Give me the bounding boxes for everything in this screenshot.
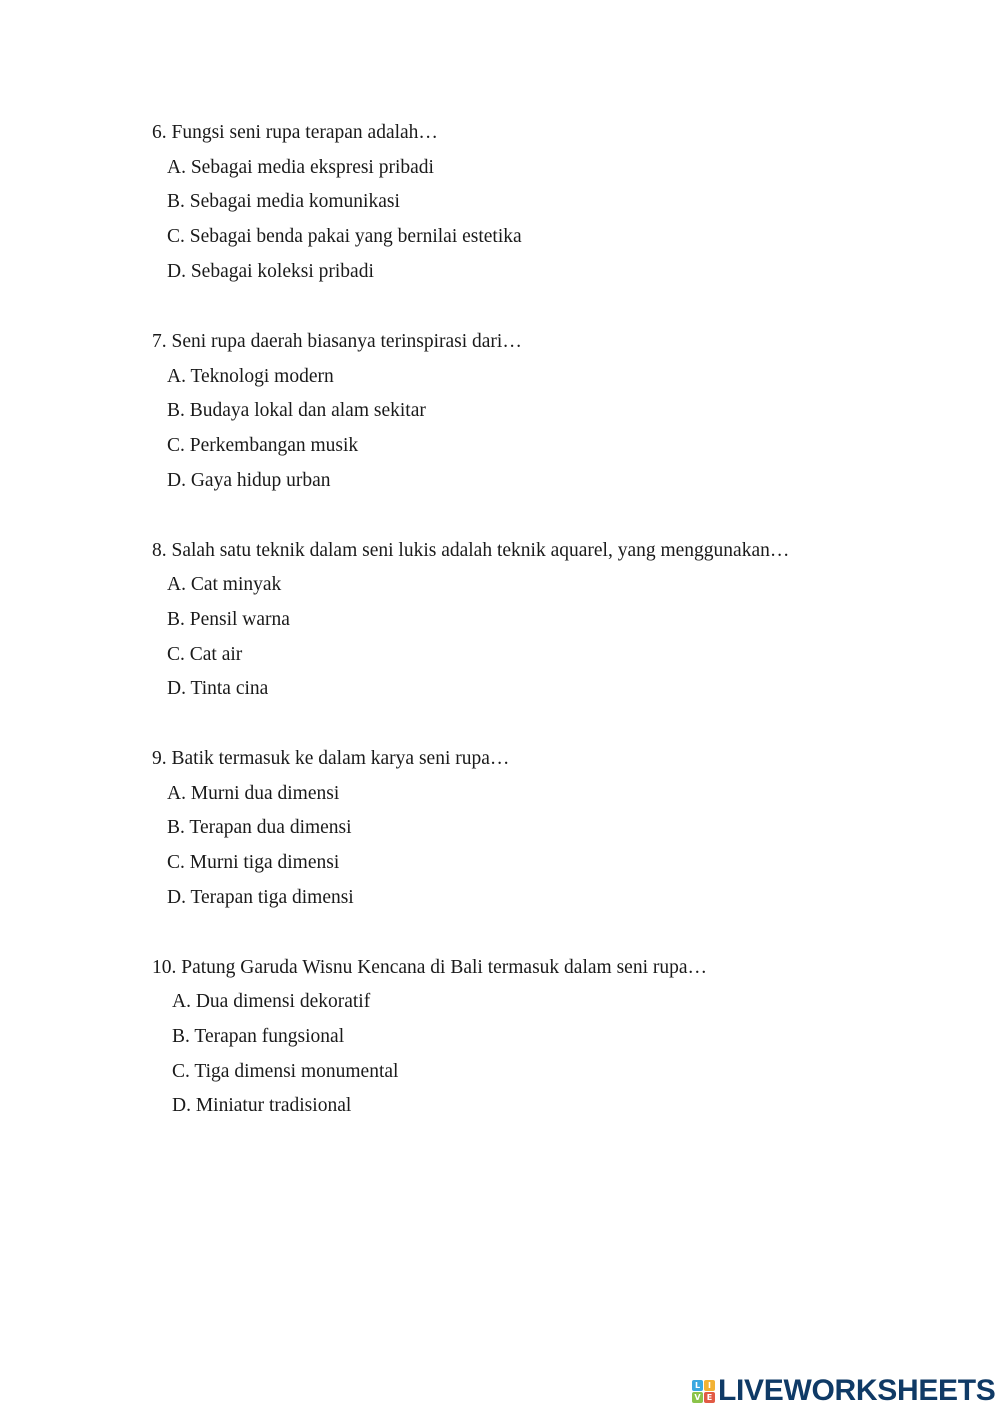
answer-option-d[interactable]: D. Miniatur tradisional [172,1095,352,1116]
answer-option-a[interactable]: A. Dua dimensi dekoratif [172,991,371,1012]
liveworksheets-mark-icon [692,1380,715,1403]
mark-tile: L [692,1380,703,1391]
answer-option-d[interactable]: D. Gaya hidup urban [167,470,331,491]
question-stem: 10. Patung Garuda Wisnu Kencana di Bali termasuk dalam seni rupa… [152,957,708,978]
answer-option-a[interactable]: A. Murni dua dimensi [167,783,340,804]
liveworksheets-logo [692,1376,996,1406]
liveworksheets-wordmark: LIVEWORKSHEETS [718,1374,996,1407]
question-stem: 9. Batik termasuk ke dalam karya seni rupa… [152,748,510,769]
answer-option-b[interactable]: B. Terapan dua dimensi [167,817,352,838]
answer-option-a[interactable]: A. Cat minyak [167,574,282,595]
answer-option-d[interactable]: D. Tinta cina [167,678,269,699]
answer-option-c[interactable]: C. Perkembangan musik [167,435,359,456]
mark-tile: E [704,1392,715,1403]
answer-option-c[interactable]: C. Tiga dimensi monumental [172,1061,399,1082]
answer-option-a[interactable]: A. Sebagai media ekspresi pribadi [167,157,434,178]
mark-tile: I [704,1380,715,1391]
answer-option-a[interactable]: A. Teknologi modern [167,366,334,387]
answer-option-c[interactable]: C. Murni tiga dimensi [167,852,340,873]
answer-option-c[interactable]: C. Cat air [167,644,243,665]
answer-option-c[interactable]: C. Sebagai benda pakai yang bernilai estetika [167,226,522,247]
answer-option-b[interactable]: B. Terapan fungsional [172,1026,345,1047]
question-stem: 8. Salah satu teknik dalam seni lukis adalah teknik aquarel, yang menggunakan… [152,540,790,561]
question-stem: 7. Seni rupa daerah biasanya terinspirasi dari… [152,331,522,352]
answer-option-b[interactable]: B. Sebagai media komunikasi [167,191,400,212]
question-stem: 6. Fungsi seni rupa terapan adalah… [152,122,438,143]
answer-option-d[interactable]: D. Terapan tiga dimensi [167,887,354,908]
answer-option-b[interactable]: B. Pensil warna [167,609,290,630]
answer-option-b[interactable]: B. Budaya lokal dan alam sekitar [167,400,426,421]
mark-tile: V [692,1392,703,1403]
answer-option-d[interactable]: D. Sebagai koleksi pribadi [167,261,374,282]
